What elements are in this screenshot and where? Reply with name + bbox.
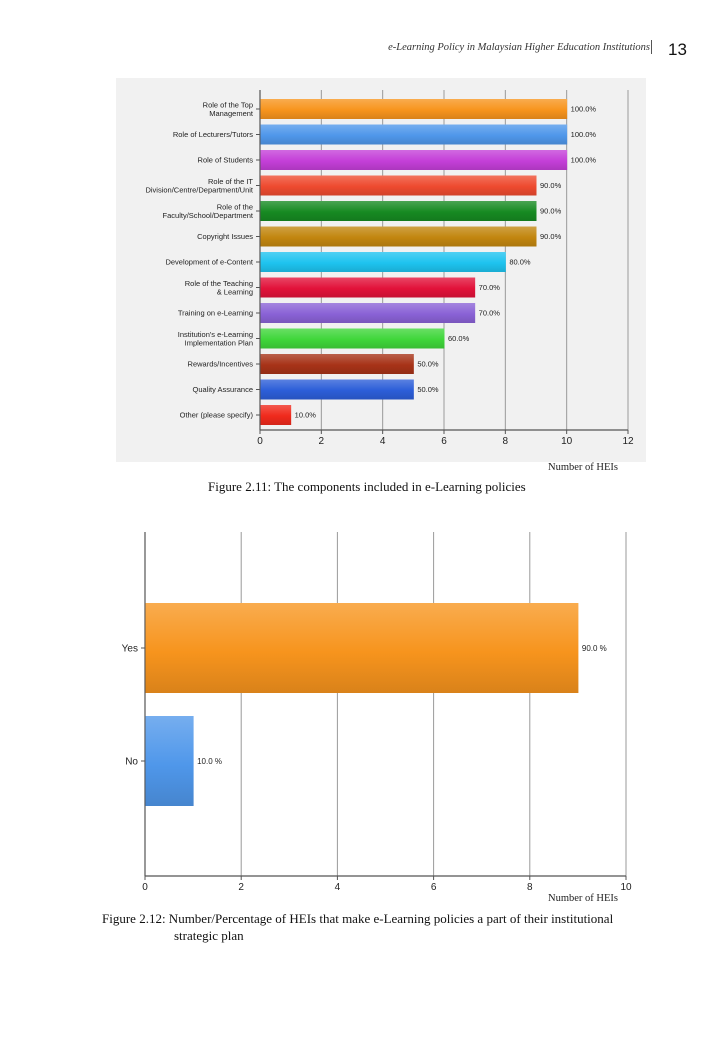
- value-label: 90.0%: [540, 181, 562, 191]
- category-label: [173, 130, 253, 139]
- caption-figure-2-11: Figure 2.11: The components included in e-Learning policies: [208, 479, 526, 494]
- caption-figure-2-12-line2: strategic plan: [174, 928, 244, 943]
- bar-6: [261, 252, 506, 272]
- category-label: [178, 330, 253, 348]
- category-label-line: Role of Lecturers/Tutors: [172, 130, 253, 140]
- value-label: 70.0%: [478, 308, 500, 318]
- x-tick-label: 0: [257, 436, 263, 447]
- value-label: 100.0%: [570, 104, 597, 114]
- value-label: 50.0%: [417, 359, 439, 369]
- category-label: [197, 232, 253, 241]
- category-label-line: Role of the Top: [202, 100, 253, 110]
- category-label: [163, 202, 254, 220]
- x-tick-label: 6: [441, 436, 447, 447]
- page-number: 13: [668, 40, 687, 59]
- bar-5: [261, 227, 537, 247]
- x-tick-label: 10: [561, 436, 573, 447]
- category-label-line: Implementation Plan: [184, 338, 253, 348]
- value-label: 10.0%: [294, 410, 316, 420]
- bar-2: [261, 150, 568, 170]
- category-label-line: Quality Assurance: [192, 385, 253, 395]
- category-label-line: Role of the Teaching: [184, 278, 253, 288]
- bar-8: [261, 303, 476, 323]
- chart-components: [116, 78, 646, 462]
- value-label: 100.0%: [570, 155, 597, 165]
- bar-0: [261, 99, 568, 119]
- category-label: [180, 411, 254, 420]
- value-label: 70.0%: [478, 283, 500, 293]
- value-label: 10.0 %: [197, 756, 223, 766]
- x-tick-label: 0: [142, 882, 148, 893]
- chart-strategic-plan: [110, 524, 642, 896]
- value-label: 90.0 %: [581, 643, 607, 653]
- category-label: [203, 100, 254, 118]
- category-label: [122, 644, 138, 655]
- bar-12: [261, 405, 292, 425]
- bar-11: [261, 380, 414, 400]
- bar-3: [261, 176, 537, 196]
- bar-10: [261, 354, 414, 374]
- value-label: 90.0%: [540, 232, 562, 242]
- category-label-line: No: [125, 756, 138, 768]
- category-label-line: & Learning: [216, 287, 253, 297]
- x-tick-label: 4: [334, 882, 341, 893]
- chart-components-x-title: Number of HEIs: [548, 462, 618, 473]
- category-label: [188, 360, 254, 369]
- category-label-line: Rewards/Incentives: [187, 359, 253, 369]
- category-label-line: Role of the IT: [207, 176, 253, 186]
- category-label: [178, 309, 253, 318]
- x-tick-label: 6: [430, 882, 437, 893]
- chart-components-svg: [116, 78, 646, 462]
- value-label: 50.0%: [417, 385, 439, 395]
- category-label-line: Institution's e-Learning: [177, 329, 253, 339]
- bar-0: [146, 603, 579, 693]
- category-label-line: Faculty/School/Department: [162, 210, 253, 220]
- category-label-line: Development of e-Content: [165, 257, 253, 267]
- category-label-line: Copyright Issues: [197, 232, 253, 242]
- x-tick-label: 4: [379, 436, 386, 447]
- category-label: [125, 757, 138, 768]
- x-tick-label: 12: [622, 436, 634, 447]
- chart-strategic-plan-x-title: Number of HEIs: [548, 893, 618, 904]
- bar-1: [146, 716, 194, 806]
- chart-strategic-plan-svg: [110, 524, 642, 896]
- caption-figure-2-12: [102, 910, 662, 944]
- category-label: [193, 385, 253, 394]
- category-label-line: Role of the: [216, 202, 253, 212]
- running-header: e-Learning Policy in Malaysian Higher Education Institutions: [388, 42, 650, 53]
- value-label: 90.0%: [540, 206, 562, 216]
- value-label: 60.0%: [448, 334, 470, 344]
- value-label: 100.0%: [570, 130, 597, 140]
- category-label-line: Yes: [121, 643, 138, 655]
- caption-figure-2-12-line1: Figure 2.12: Number/Percentage of HEIs that make e-Learning policies a part of their institutional: [102, 911, 614, 926]
- x-tick-label: 2: [318, 436, 325, 447]
- bar-9: [261, 329, 445, 349]
- category-label-line: Division/Centre/Department/Unit: [145, 185, 253, 195]
- category-label-line: Other (please specify): [179, 410, 253, 420]
- x-tick-label: 8: [527, 882, 533, 893]
- category-label: [165, 258, 253, 267]
- category-label: [145, 177, 253, 195]
- bar-4: [261, 201, 537, 221]
- x-tick-label: 2: [238, 882, 244, 893]
- category-label: [185, 279, 253, 297]
- category-label-line: Management: [209, 108, 253, 118]
- header-separator: [651, 40, 652, 54]
- category-label-line: Role of Students: [197, 155, 253, 165]
- category-label-line: Training on e-Learning: [177, 308, 253, 318]
- x-tick-label: 10: [620, 882, 632, 893]
- x-tick-label: 8: [502, 436, 509, 447]
- bar-7: [261, 278, 476, 298]
- bar-1: [261, 125, 568, 145]
- value-label: 80.0%: [509, 257, 531, 267]
- category-label: [198, 156, 254, 165]
